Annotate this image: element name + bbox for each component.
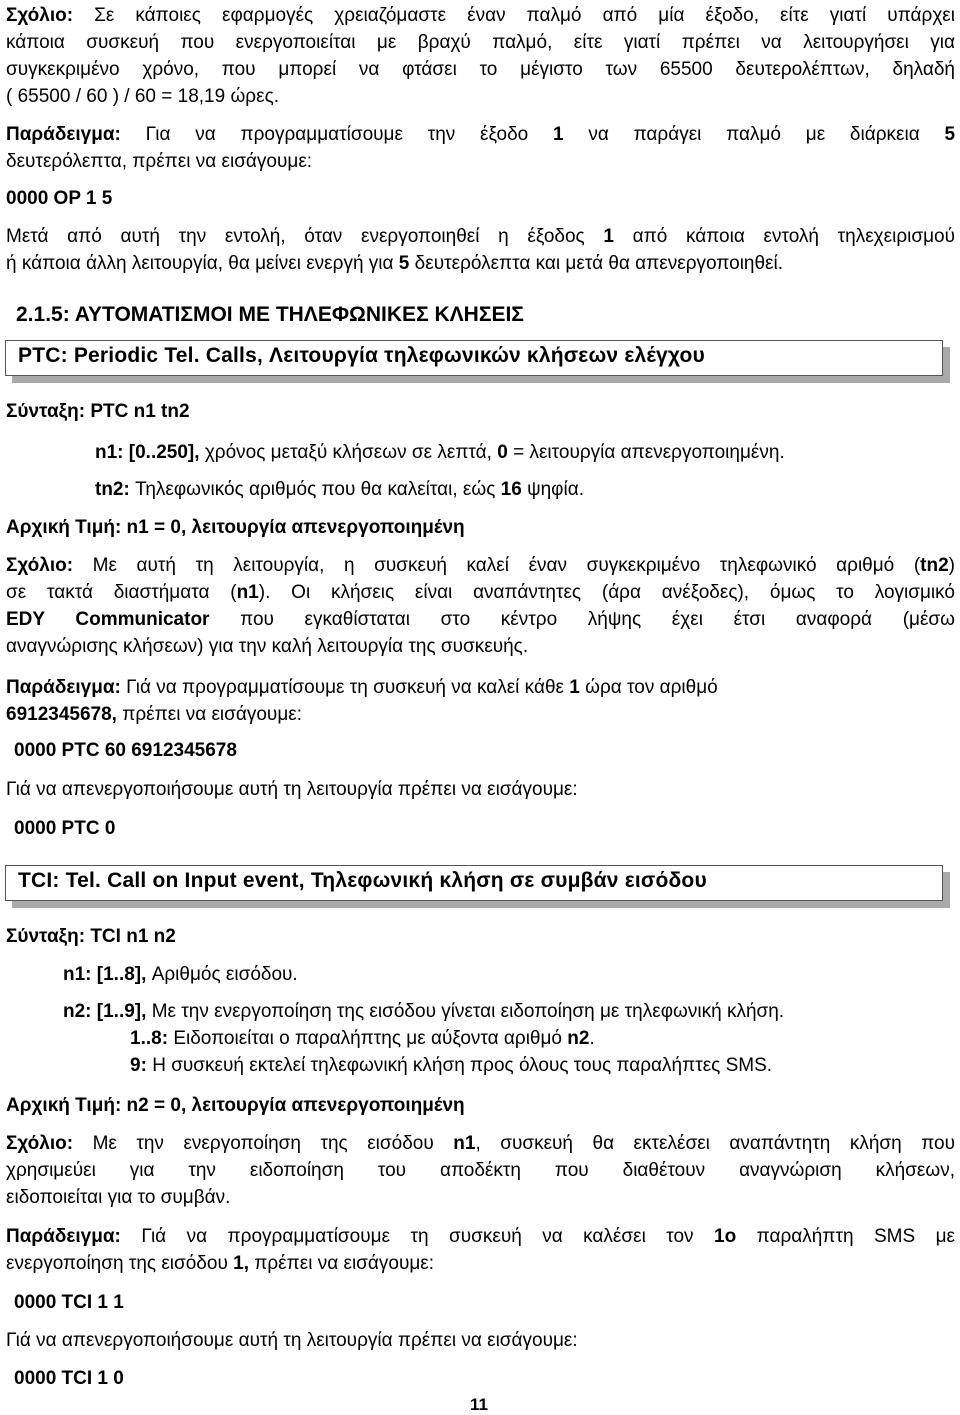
tci-comment-line-2: χρησιμεύει για την ειδοποίηση του αποδέκτη που διαθέτουν αναγνώριση κλήσεων, (6, 1160, 955, 1181)
command-ptc-disable: 0000 PTC 0 (14, 818, 116, 839)
tci-heading: TCI: Tel. Call on Input event, Τηλεφωνική κλήση σε συμβάν εισόδου (18, 869, 707, 892)
ptc-syntax: Σύνταξη: PTC n1 tn2 (6, 401, 190, 422)
tci-heading-box (5, 865, 943, 901)
ptc-initial-value: Αρχική Τιμή: n1 = 0, λειτουργία απενεργοποιημένη (6, 517, 465, 538)
after-line-1: Μετά από αυτή την εντολή, όταν ενεργοποιηθεί η έξοδος 1 από κάποια εντολή τηλεχειρισμού (6, 226, 955, 247)
comment-line-2: κάποια συσκευή που ενεργοποιείται με βραχύ παλμό, είτε γιατί πρέπει να λειτουργήσει για (6, 32, 955, 53)
tci-range-1-8: 1..8: Ειδοποιείται ο παραλήπτης με αύξοντα αριθμό n2. (130, 1028, 595, 1049)
tci-syntax: Σύνταξη: TCI n1 n2 (6, 926, 176, 947)
command-tci-disable: 0000 TCI 1 0 (14, 1368, 124, 1389)
tci-param-n2: n2: [1..9], Με την ενεργοποίηση της εισόδου γίνεται ειδοποίηση με τηλεφωνική κλήση. (63, 1001, 785, 1022)
tci-initial-value: Αρχική Τιμή: n2 = 0, λειτουργία απενεργοποιημένη (6, 1095, 465, 1116)
ptc-comment-line-3: EDY Communicator που εγκαθίσταται στο κέντρο λήψης έχει έτσι αναφορά (μέσω (6, 609, 955, 630)
ptc-heading-box (5, 340, 943, 376)
ptc-comment-line-2: σε τακτά διαστήματα (n1). Οι κλήσεις είναι αναπάντητες (άρα ανέξοδες), όμως το λογισμικό (6, 582, 955, 603)
tci-disable-text: Γιά να απενεργοποιήσουμε αυτή τη λειτουργία πρέπει να εισάγουμε: (6, 1330, 578, 1351)
ptc-comment-line-1: Σχόλιο: Με αυτή τη λειτουργία, η συσκευή καλεί έναν συγκεκριμένο τηλεφωνικό αριθμό (tn2) (6, 555, 955, 576)
command-op: 0000 OP 1 5 (6, 188, 113, 209)
ptc-param-n1: n1: [0..250], χρόνος μεταξύ κλήσεων σε λεπτά, 0 = λειτουργία απενεργοποιημένη. (95, 442, 785, 463)
page-number: 11 (470, 1395, 488, 1414)
section-heading: 2.1.5: ΑΥΤΟΜΑΤΙΣΜΟΙ ΜΕ ΤΗΛΕΦΩΝΙΚΕΣ ΚΛΗΣΕΙΣ (16, 303, 524, 326)
tci-param-n1: n1: [1..8], Αριθμός εισόδου. (63, 964, 298, 985)
comment-line-4: ( 65500 / 60 ) / 60 = 18,19 ώρες. (6, 86, 280, 107)
command-ptc-enable: 0000 PTC 60 6912345678 (14, 740, 237, 761)
example-line-2: δευτερόλεπτα, πρέπει να εισάγουμε: (6, 151, 313, 172)
ptc-example-line-2: 6912345678, πρέπει να εισάγουμε: (6, 704, 303, 725)
example-line-1: Παράδειγμα: Για να προγραμματίσουμε την έξοδο 1 να παράγει παλμό με διάρκεια 5 (6, 124, 956, 145)
ptc-param-tn2: tn2: Τηλεφωνικός αριθμός που θα καλείται, εώς 16 ψηφία. (95, 479, 584, 500)
comment-line-1: Σχόλιο: Σε κάποιες εφαρμογές χρειαζόμαστε έναν παλμό από μία έξοδο, είτε γιατί υπάρχει (6, 5, 955, 26)
tci-comment-line-1: Σχόλιο: Με την ενεργοποίηση της εισόδου n1, συσκευή θα εκτελέσει αναπάντητη κλήση που (6, 1133, 955, 1154)
command-tci-enable: 0000 TCI 1 1 (14, 1292, 124, 1313)
tci-example-line-1: Παράδειγμα: Γιά να προγραμματίσουμε τη συσκευή να καλέσει τον 1ο παραλήπτη SMS με (6, 1226, 956, 1247)
tci-comment-line-3: ειδοποιείται για το συμβάν. (6, 1187, 231, 1208)
tci-example-line-2: ενεργοποίηση της εισόδου 1, πρέπει να εισάγουμε: (6, 1253, 435, 1274)
ptc-disable-text: Γιά να απενεργοποιήσουμε αυτή τη λειτουργία πρέπει να εισάγουμε: (6, 779, 578, 800)
ptc-example-line-1: Παράδειγμα: Γιά να προγραμματίσουμε τη συσκευή να καλεί κάθε 1 ώρα τον αριθμό (6, 677, 718, 698)
ptc-heading: PTC: Periodic Tel. Calls, Λειτουργία τηλεφωνικών κλήσεων ελέγχου (18, 344, 705, 367)
comment-line-3: συγκεκριμένο χρόνο, που μπορεί να φτάσει το μέγιστο των 65500 δευτερολέπτων, δηλαδή (6, 59, 955, 80)
ptc-comment-line-4: αναγνώρισης κλήσεων) για την καλή λειτουργία της συσκευής. (6, 636, 529, 657)
tci-range-9: 9: Η συσκευή εκτελεί τηλεφωνική κλήση προς όλους τους παραλήπτες SMS. (130, 1055, 773, 1076)
after-line-2: ή κάποια άλλη λειτουργία, θα μείνει ενεργή για 5 δευτερόλεπτα και μετά θα απενεργοποιηθεί. (6, 253, 784, 274)
